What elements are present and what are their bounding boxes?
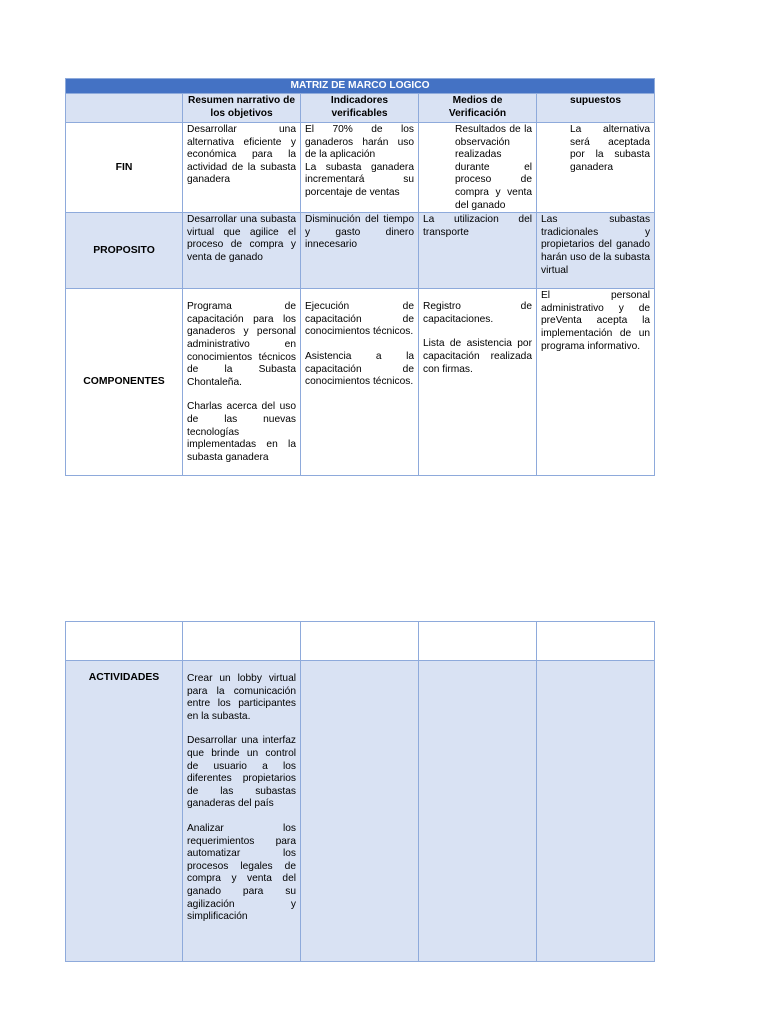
empty-cell — [537, 622, 655, 661]
marco-logico-table — [65, 78, 655, 476]
empty-cell — [537, 661, 655, 962]
empty-cell — [183, 622, 301, 661]
header-medios: Medios de Verificación — [419, 94, 537, 123]
cell-supuestos: El personal administrativo y de preVenta acepta la implementación de un programa informativo. — [537, 289, 655, 476]
cell-supuestos: Las subastas tradicionales y propietarios del ganado harán uso de la subasta virtual — [537, 213, 655, 289]
table-row — [66, 123, 655, 213]
empty-cell — [419, 622, 537, 661]
table-title-row — [66, 79, 655, 94]
header-indicadores: Indicadores verificables — [301, 94, 419, 123]
empty-cell — [301, 661, 419, 962]
header-row — [66, 94, 655, 123]
cell-actividades: Crear un lobby virtual para la comunicación entre los participantes en la subasta. Desarrollar una interfaz que brinde un control de usuario a los diferentes propietarios de las subastas ganaderas del país Analizar los requerimientos para automatizar los procesos legales de compra y venta del ganado para su agilización y simplificación — [183, 661, 301, 962]
empty-cell — [301, 622, 419, 661]
header-supuestos: supuestos — [537, 94, 655, 123]
cell-resumen: Desarrollar una alternativa eficiente y económica para la actividad de la subasta ganadera — [183, 123, 301, 213]
row-label-proposito: PROPOSITO — [66, 213, 183, 289]
empty-cell — [66, 622, 183, 661]
row-label-actividades: ACTIVIDADES — [66, 661, 183, 962]
empty-cell — [419, 661, 537, 962]
cell-indicadores: El 70% de los ganaderos harán uso de la aplicación La subasta ganadera incrementará su porcentaje de ventas — [301, 123, 419, 213]
cell-resumen: Programa de capacitación para los ganaderos y personal administrativo en conocimientos técnicos de la Subasta Chontaleña. Charlas acerca del uso de las nuevas tecnologías implementadas en la subasta ganadera — [183, 289, 301, 476]
table-row — [66, 213, 655, 289]
empty-header-row — [66, 622, 655, 661]
table-row — [66, 661, 655, 962]
actividades-table — [65, 621, 655, 962]
header-resumen: Resumen narrativo de los objetivos — [183, 94, 301, 123]
header-empty — [66, 94, 183, 123]
cell-supuestos: La alternativa será aceptada por la subasta ganadera — [537, 123, 655, 213]
row-label-fin: FIN — [66, 123, 183, 213]
cell-medios: Registro de capacitaciones. Lista de asistencia por capacitación realizada con firmas. — [419, 289, 537, 476]
table-row — [66, 289, 655, 476]
cell-indicadores: Disminución del tiempo y gasto dinero innecesario — [301, 213, 419, 289]
cell-medios: Resultados de la observación realizadas durante el proceso de compra y venta del ganado — [419, 123, 537, 213]
cell-resumen: Desarrollar una subasta virtual que agilice el proceso de compra y venta de ganado — [183, 213, 301, 289]
cell-medios: La utilizacion del transporte — [419, 213, 537, 289]
cell-indicadores: Ejecución de capacitación de conocimientos técnicos. Asistencia a la capacitación de conocimientos técnicos. — [301, 289, 419, 476]
table-title: MATRIZ DE MARCO LOGICO — [66, 79, 655, 94]
row-label-componentes: COMPONENTES — [66, 289, 183, 476]
